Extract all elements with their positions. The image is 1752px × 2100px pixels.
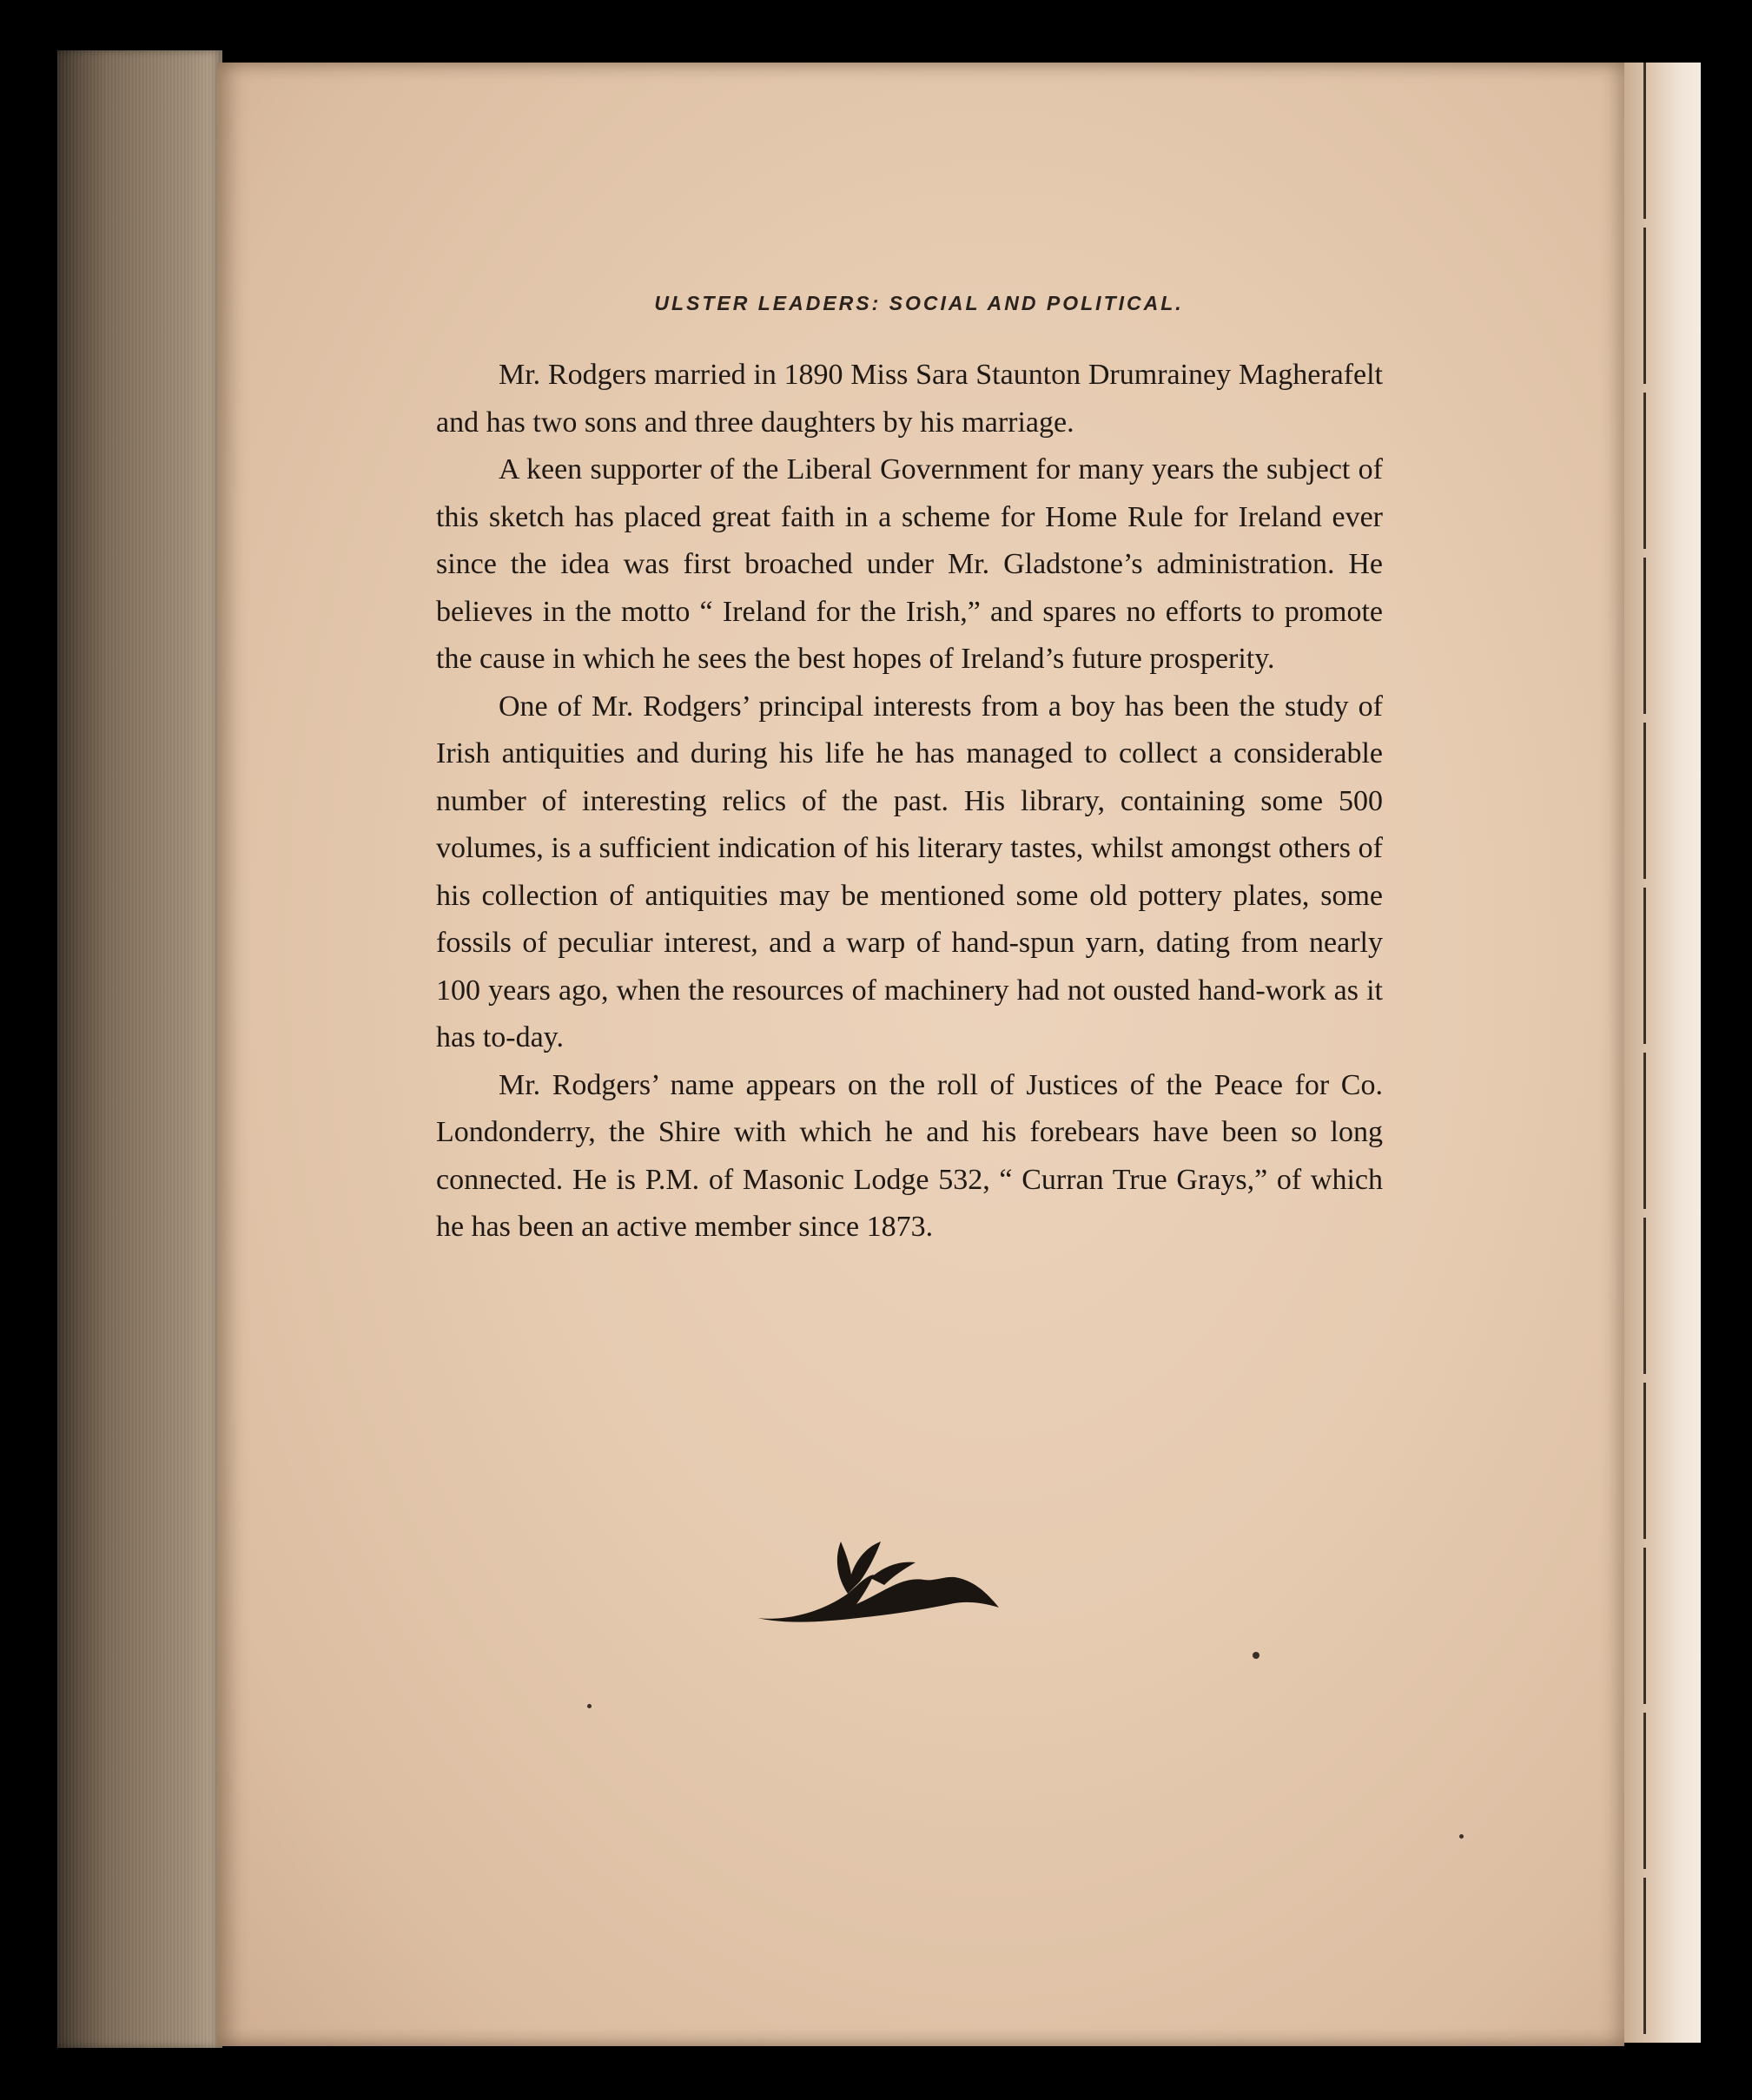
paper-speck [587, 1704, 592, 1708]
right-page-edge [1624, 63, 1701, 2043]
paper-speck [1253, 1652, 1259, 1659]
leaf-flourish-icon [754, 1524, 1006, 1628]
paragraph-justice: Mr. Rodgers’ name appears on the roll of Justices of the Peace for Co. Londonderry, the Shire with which he and his forebears have been so long connected. He is P.M. of Masonic Lodge 532, “ Curran True Grays,” of which he has been an active member since 1873. [436, 1068, 1383, 1243]
paragraph-politics: A keen supporter of the Liberal Government for many years the subject of this sketch has placed great faith in a scheme for Home Rule for Ireland ever since the idea was first broached under Mr. Gladstone’s administration. He believes in the motto “ Ireland for the Irish,” and spares no efforts to promote the cause in which he sees the best hopes of Ireland’s future prosperity. [436, 453, 1383, 675]
left-page-edges [57, 50, 222, 2048]
running-head: ULSTER LEADERS: SOCIAL AND POLITICAL. [654, 292, 1184, 314]
binding-stitch [1643, 63, 1646, 2043]
body-text [436, 352, 1383, 1251]
paper-speck [1459, 1834, 1464, 1839]
paragraph-marriage: Mr. Rodgers married in 1890 Miss Sara Staunton Drumrainey Magherafelt and has two sons and three daughters by his marriage. [436, 359, 1383, 439]
paragraph-antiquities: One of Mr. Rodgers’ principal interests from a boy has been the study of Irish antiquities and during his life he has managed to collect a considerable number of interesting relics of the past. His library, containing some 500 volumes, is a sufficient indication of his literary tastes, whilst amongst others of his collection of antiquities may be mentioned some old pottery plates, some fossils of peculiar interest, and a warp of hand-spun yarn, dating from nearly 100 years ago, when the resources of machinery had not ousted hand-work as it has to-day. [436, 690, 1383, 1053]
